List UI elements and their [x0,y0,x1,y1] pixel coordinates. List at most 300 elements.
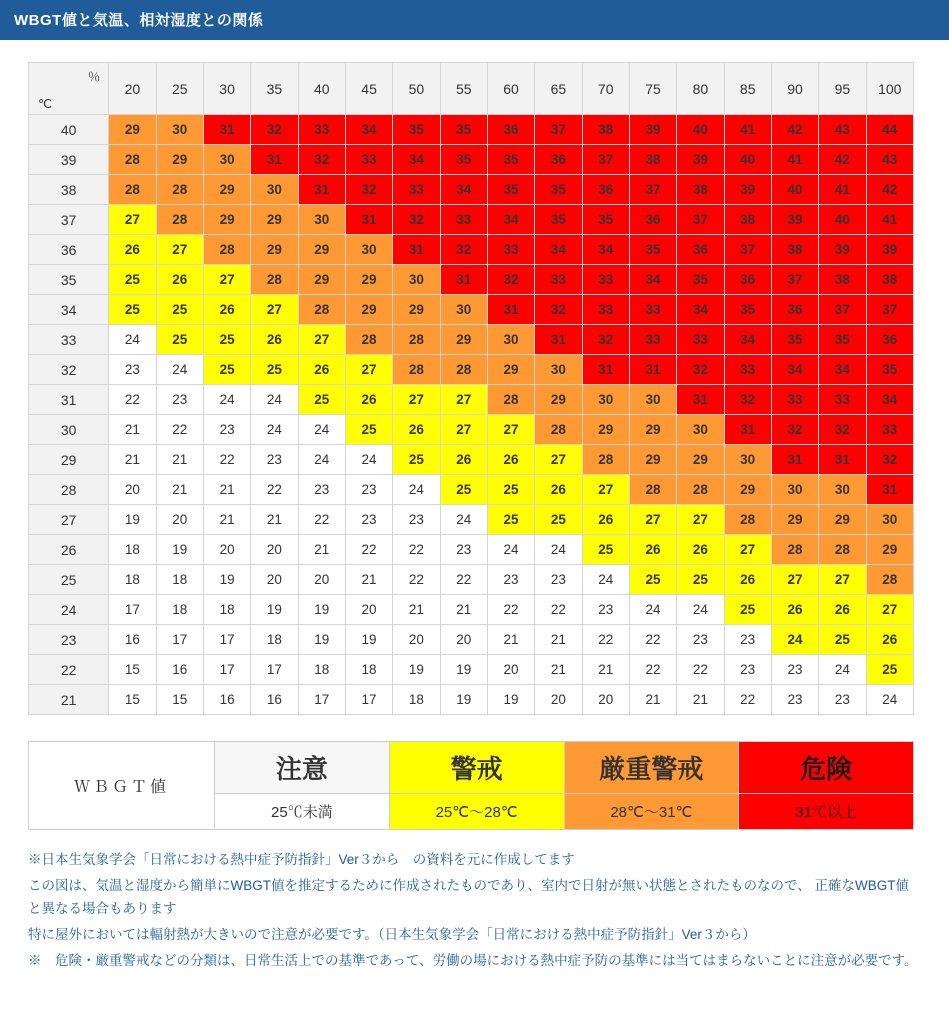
humidity-header-70: 70 [582,63,629,115]
wbgt-cell: 33 [298,115,345,145]
wbgt-cell: 23 [345,505,392,535]
wbgt-cell: 22 [156,415,203,445]
wbgt-cell: 20 [251,565,298,595]
note-line: ※ 危険・厳重警戒などの分類は、日常生活上での基準であって、労働の場における熱中症予防の基準には当てはまらないことに注意が必要です。 [28,952,918,968]
wbgt-cell: 21 [156,475,203,505]
wbgt-cell: 28 [156,205,203,235]
wbgt-cell: 33 [771,385,818,415]
wbgt-cell: 16 [251,685,298,715]
wbgt-cell: 32 [251,115,298,145]
humidity-header-60: 60 [487,63,534,115]
wbgt-cell: 36 [724,265,771,295]
wbgt-cell: 26 [771,595,818,625]
wbgt-cell: 25 [109,295,156,325]
wbgt-cell: 25 [251,355,298,385]
wbgt-cell: 28 [393,355,440,385]
wbgt-cell: 25 [866,655,913,685]
temperature-header-36: 36 [29,235,109,265]
wbgt-cell: 27 [771,565,818,595]
wbgt-cell: 31 [866,475,913,505]
wbgt-cell: 24 [251,385,298,415]
wbgt-cell: 20 [487,655,534,685]
wbgt-cell: 35 [771,325,818,355]
wbgt-cell: 19 [109,505,156,535]
wbgt-cell: 30 [724,445,771,475]
wbgt-cell: 28 [677,475,724,505]
wbgt-cell: 29 [535,385,582,415]
wbgt-cell: 24 [156,355,203,385]
wbgt-cell: 28 [771,535,818,565]
wbgt-cell: 26 [629,535,676,565]
wbgt-cell: 26 [203,295,250,325]
wbgt-cell: 23 [771,685,818,715]
wbgt-cell: 21 [582,655,629,685]
wbgt-cell: 19 [345,625,392,655]
table-row [29,295,914,325]
wbgt-cell: 18 [345,655,392,685]
table-body [29,115,914,715]
wbgt-cell: 35 [440,115,487,145]
wbgt-cell: 21 [487,625,534,655]
wbgt-cell: 40 [819,205,866,235]
wbgt-cell: 28 [819,535,866,565]
wbgt-cell: 34 [535,235,582,265]
wbgt-cell: 28 [535,415,582,445]
wbgt-cell: 17 [345,685,392,715]
wbgt-cell: 21 [109,415,156,445]
table-row [29,625,914,655]
wbgt-cell: 20 [298,565,345,595]
wbgt-cell: 29 [203,175,250,205]
wbgt-cell: 29 [251,205,298,235]
wbgt-cell: 35 [487,145,534,175]
wbgt-cell: 43 [819,115,866,145]
humidity-header-40: 40 [298,63,345,115]
wbgt-cell: 23 [393,505,440,535]
wbgt-cell: 35 [724,295,771,325]
wbgt-cell: 26 [819,595,866,625]
wbgt-cell: 20 [203,535,250,565]
wbgt-cell: 35 [866,355,913,385]
wbgt-cell: 37 [866,295,913,325]
wbgt-cell: 15 [109,685,156,715]
wbgt-cell: 31 [440,265,487,295]
wbgt-cell: 30 [487,325,534,355]
humidity-header-20: 20 [109,63,156,115]
wbgt-cell: 41 [866,205,913,235]
wbgt-cell: 17 [298,685,345,715]
humidity-header-80: 80 [677,63,724,115]
wbgt-cell: 41 [724,115,771,145]
wbgt-cell: 34 [487,205,534,235]
temperature-header-37: 37 [29,205,109,235]
wbgt-cell: 24 [819,655,866,685]
wbgt-cell: 28 [251,265,298,295]
temperature-header-39: 39 [29,145,109,175]
wbgt-cell: 24 [393,475,440,505]
temperature-header-38: 38 [29,175,109,205]
legend-level-name: 注意 [215,742,390,794]
wbgt-cell: 25 [156,325,203,355]
wbgt-cell: 25 [203,325,250,355]
wbgt-cell: 32 [866,445,913,475]
wbgt-cell: 28 [393,325,440,355]
wbgt-cell: 29 [724,475,771,505]
wbgt-cell: 27 [866,595,913,625]
wbgt-cell: 26 [393,415,440,445]
page-title: WBGT値と気温、相対湿度との関係 [0,0,949,40]
wbgt-cell: 25 [487,475,534,505]
wbgt-cell: 21 [440,595,487,625]
temperature-header-34: 34 [29,295,109,325]
wbgt-cell: 31 [203,115,250,145]
wbgt-cell: 29 [440,325,487,355]
wbgt-cell: 26 [251,325,298,355]
wbgt-cell: 27 [298,325,345,355]
wbgt-cell: 22 [487,595,534,625]
wbgt-cell: 32 [345,175,392,205]
wbgt-cell: 38 [677,175,724,205]
wbgt-cell: 21 [109,445,156,475]
wbgt-cell: 41 [819,175,866,205]
temperature-header-25: 25 [29,565,109,595]
wbgt-cell: 24 [109,325,156,355]
wbgt-cell: 33 [487,235,534,265]
wbgt-cell: 39 [771,205,818,235]
wbgt-cell: 33 [535,265,582,295]
wbgt-cell: 27 [629,505,676,535]
table-row [29,205,914,235]
wbgt-cell: 27 [109,205,156,235]
wbgt-cell: 22 [582,625,629,655]
wbgt-cell: 18 [393,685,440,715]
wbgt-cell: 34 [866,385,913,415]
wbgt-cell: 23 [156,385,203,415]
legend-level-range: 25℃未満 [215,794,390,830]
wbgt-cell: 24 [203,385,250,415]
wbgt-cell: 36 [582,175,629,205]
wbgt-cell: 39 [724,175,771,205]
wbgt-cell: 23 [724,625,771,655]
wbgt-cell: 17 [156,625,203,655]
humidity-header-65: 65 [535,63,582,115]
wbgt-cell: 28 [724,505,771,535]
wbgt-cell: 18 [298,655,345,685]
humidity-header-25: 25 [156,63,203,115]
wbgt-cell: 16 [203,685,250,715]
wbgt-cell: 29 [487,355,534,385]
wbgt-cell: 29 [203,205,250,235]
wbgt-cell: 31 [487,295,534,325]
wbgt-cell: 22 [393,565,440,595]
wbgt-cell: 22 [629,655,676,685]
wbgt-cell: 32 [582,325,629,355]
wbgt-cell: 24 [866,685,913,715]
wbgt-cell: 22 [251,475,298,505]
wbgt-cell: 25 [203,355,250,385]
wbgt-cell: 27 [819,565,866,595]
wbgt-cell: 40 [677,115,724,145]
wbgt-cell: 36 [487,115,534,145]
wbgt-cell: 28 [109,145,156,175]
legend-level-range: 31℃以上 [739,794,914,830]
wbgt-cell: 27 [582,475,629,505]
temperature-header-26: 26 [29,535,109,565]
wbgt-cell: 37 [677,205,724,235]
wbgt-cell: 32 [440,235,487,265]
wbgt-cell: 25 [156,295,203,325]
wbgt-cell: 25 [535,505,582,535]
wbgt-cell: 34 [819,355,866,385]
wbgt-cell: 35 [487,175,534,205]
table-row [29,505,914,535]
wbgt-cell: 31 [345,205,392,235]
wbgt-cell: 30 [156,115,203,145]
wbgt-cell: 26 [866,625,913,655]
wbgt-cell: 25 [298,385,345,415]
wbgt-cell: 30 [345,235,392,265]
wbgt-cell: 23 [109,355,156,385]
wbgt-cell: 38 [724,205,771,235]
table-row [29,415,914,445]
wbgt-cell: 21 [203,475,250,505]
temperature-header-29: 29 [29,445,109,475]
wbgt-cell: 24 [345,445,392,475]
wbgt-cell: 19 [298,595,345,625]
wbgt-cell: 23 [535,565,582,595]
wbgt-cell: 43 [866,145,913,175]
wbgt-cell: 33 [866,415,913,445]
wbgt-cell: 29 [345,295,392,325]
wbgt-cell: 38 [771,235,818,265]
wbgt-cell: 23 [487,565,534,595]
wbgt-cell: 23 [251,445,298,475]
wbgt-cell: 23 [677,625,724,655]
legend-name-row [29,742,914,794]
wbgt-cell: 33 [819,385,866,415]
wbgt-cell: 35 [629,235,676,265]
wbgt-cell: 30 [771,475,818,505]
wbgt-cell: 41 [771,145,818,175]
wbgt-cell: 40 [771,175,818,205]
wbgt-cell: 33 [724,355,771,385]
wbgt-cell: 36 [866,325,913,355]
wbgt-cell: 30 [677,415,724,445]
table-row [29,685,914,715]
wbgt-cell: 18 [109,535,156,565]
wbgt-cell: 19 [251,595,298,625]
wbgt-cell: 17 [203,625,250,655]
wbgt-cell: 31 [393,235,440,265]
wbgt-cell: 27 [487,415,534,445]
wbgt-cell: 32 [487,265,534,295]
wbgt-cell: 27 [440,385,487,415]
wbgt-cell: 24 [677,595,724,625]
wbgt-cell: 20 [345,595,392,625]
wbgt-cell: 37 [819,295,866,325]
wbgt-cell: 42 [866,175,913,205]
wbgt-cell: 18 [156,565,203,595]
wbgt-cell: 17 [251,655,298,685]
wbgt-cell: 35 [819,325,866,355]
wbgt-cell: 39 [629,115,676,145]
humidity-header-95: 95 [819,63,866,115]
wbgt-cell: 30 [440,295,487,325]
wbgt-cell: 32 [819,415,866,445]
wbgt-cell: 29 [156,145,203,175]
table-row [29,595,914,625]
wbgt-cell: 37 [724,235,771,265]
note-line: 特に屋外においては輻射熱が大きいので注意が必要です。（日本生気象学会「日常における熱中症予防指針」Ver３から） [28,926,756,942]
wbgt-cell: 25 [109,265,156,295]
wbgt-cell: 34 [440,175,487,205]
temperature-header-33: 33 [29,325,109,355]
humidity-header-55: 55 [440,63,487,115]
wbgt-cell: 30 [251,175,298,205]
wbgt-cell: 29 [298,235,345,265]
table-row [29,445,914,475]
wbgt-cell: 30 [866,505,913,535]
wbgt-cell: 20 [393,625,440,655]
wbgt-cell: 37 [629,175,676,205]
wbgt-cell: 30 [629,385,676,415]
wbgt-cell: 22 [629,625,676,655]
wbgt-cell: 21 [251,505,298,535]
axis-corner-cell [29,63,109,115]
wbgt-cell: 28 [629,475,676,505]
wbgt-cell: 26 [109,235,156,265]
table-row [29,145,914,175]
wbgt-cell: 30 [582,385,629,415]
wbgt-cell: 18 [109,565,156,595]
wbgt-cell: 27 [203,265,250,295]
wbgt-cell: 26 [298,355,345,385]
wbgt-cell: 35 [393,115,440,145]
wbgt-cell: 27 [156,235,203,265]
wbgt-cell: 24 [298,415,345,445]
wbgt-cell: 22 [677,655,724,685]
legend-table [28,741,914,830]
wbgt-cell: 33 [440,205,487,235]
wbgt-cell: 29 [109,115,156,145]
wbgt-cell: 27 [440,415,487,445]
wbgt-cell: 19 [487,685,534,715]
wbgt-cell: 30 [393,265,440,295]
table-row [29,115,914,145]
wbgt-cell: 31 [771,445,818,475]
wbgt-cell: 15 [156,685,203,715]
wbgt-cell: 29 [298,265,345,295]
wbgt-cell: 26 [156,265,203,295]
legend-level-name: 厳重警戒 [564,742,739,794]
wbgt-cell: 32 [724,385,771,415]
table-row [29,385,914,415]
wbgt-cell: 36 [677,235,724,265]
wbgt-cell: 31 [582,355,629,385]
wbgt-cell: 26 [535,475,582,505]
wbgt-cell: 28 [203,235,250,265]
wbgt-cell: 27 [535,445,582,475]
wbgt-cell: 42 [771,115,818,145]
wbgt-cell: 29 [345,265,392,295]
wbgt-cell: 30 [535,355,582,385]
wbgt-cell: 28 [582,445,629,475]
wbgt-cell: 35 [535,205,582,235]
wbgt-cell: 30 [298,205,345,235]
wbgt-cell: 37 [771,265,818,295]
wbgt-cell: 21 [393,595,440,625]
wbgt-cell: 23 [724,655,771,685]
table-row [29,655,914,685]
wbgt-cell: 32 [677,355,724,385]
wbgt-cell: 23 [345,475,392,505]
temperature-axis-label: ℃ [38,97,53,111]
wbgt-cell: 25 [440,475,487,505]
wbgt-cell: 25 [677,565,724,595]
wbgt-cell: 22 [440,565,487,595]
wbgt-cell: 35 [677,265,724,295]
wbgt-cell: 24 [771,625,818,655]
humidity-header-85: 85 [724,63,771,115]
wbgt-cell: 22 [203,445,250,475]
humidity-header-30: 30 [203,63,250,115]
wbgt-cell: 32 [535,295,582,325]
legend-title: ＷＢＧＴ値 [29,742,215,830]
humidity-header-50: 50 [393,63,440,115]
wbgt-cell: 25 [819,625,866,655]
wbgt-cell: 27 [724,535,771,565]
wbgt-cell: 21 [535,625,582,655]
wbgt-cell: 28 [156,175,203,205]
wbgt-cell: 19 [440,685,487,715]
wbgt-cell: 25 [393,445,440,475]
wbgt-cell: 23 [582,595,629,625]
table-row [29,535,914,565]
wbgt-cell: 25 [487,505,534,535]
wbgt-cell: 25 [582,535,629,565]
wbgt-cell: 29 [866,535,913,565]
wbgt-cell: 17 [203,655,250,685]
wbgt-cell: 23 [298,475,345,505]
wbgt-cell: 20 [156,505,203,535]
humidity-header-75: 75 [629,63,676,115]
note-line: ※日本生気象学会「日常における熱中症予防指針」Ver３から の資料を元に作成してます [28,852,575,867]
wbgt-cell: 25 [629,565,676,595]
temperature-header-35: 35 [29,265,109,295]
wbgt-cell: 30 [819,475,866,505]
wbgt-cell: 38 [819,265,866,295]
wbgt-cell: 27 [677,505,724,535]
wbgt-cell: 29 [251,235,298,265]
wbgt-cell: 24 [535,535,582,565]
wbgt-cell: 33 [345,145,392,175]
wbgt-cell: 31 [724,415,771,445]
wbgt-cell: 31 [677,385,724,415]
temperature-header-28: 28 [29,475,109,505]
wbgt-cell: 22 [393,535,440,565]
wbgt-cell: 23 [203,415,250,445]
table-row [29,475,914,505]
wbgt-table [28,62,914,715]
wbgt-cell: 16 [109,625,156,655]
table-header-row [29,63,914,115]
wbgt-cell: 32 [393,205,440,235]
wbgt-cell: 20 [440,625,487,655]
wbgt-cell: 20 [535,685,582,715]
table-row [29,175,914,205]
wbgt-cell: 26 [677,535,724,565]
wbgt-cell: 29 [677,445,724,475]
